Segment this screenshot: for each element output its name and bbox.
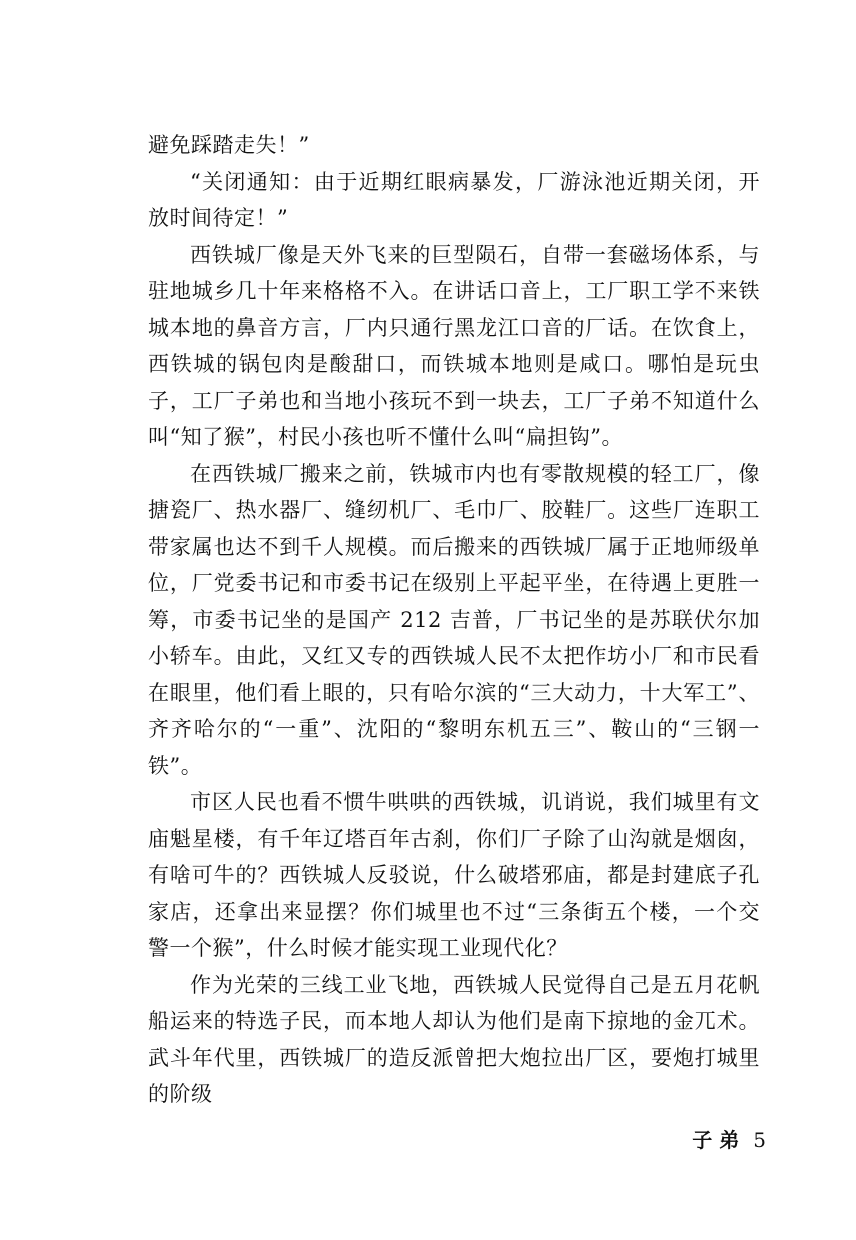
paragraph-magnetic-field: 西铁城厂像是天外飞来的巨型陨石，自带一套磁场体系，与驻地城乡几十年来格格不入。在讲话口音上，工厂职工学不来铁城本地的鼻音方言，厂内只通行黑龙江口音的厂话。在饮食上，西铁城的锅包肉是酸甜口，而铁城本地则是咸口。哪怕是玩虫子，工厂子弟也和当地小孩玩不到一块去，工厂子弟不知道什么叫“知了猴”，村民小孩也听不懂什么叫“扁担钩”。 [148,242,760,449]
paragraph-continuation: 避免踩踏走失！” [148,133,310,157]
paragraph-light-industry: 在西铁城厂搬来之前，铁城市内也有零散规模的轻工厂，像搪瓷厂、热水器厂、缝纫机厂、毛巾厂、胶鞋厂。这些厂连职工带家属也达不到千人规模。而后搬来的西铁城厂属于正地师级单位，厂党委书记和市委书记在级别上平起平坐，在待遇上更胜一筹，市委书记坐的是国产 212 吉普，厂书记坐的是苏联伏尔加小轿车。由此，又红又专的西铁城人民不太把作坊小厂和市民看在眼里，他们看上眼的，只有哈尔滨的“三大动力，十大军工”、齐齐哈尔的“一重”、沈阳的“黎明东机五三”、鞍山的“三钢一铁”。 [148,461,760,778]
paragraph-closure-notice: “关闭通知：由于近期红眼病暴发，厂游泳池近期关闭，开放时间待定！” [148,169,760,230]
running-title: 子 弟 [692,1128,740,1152]
body-text [148,127,760,1113]
paragraph-city-mockery: 市区人民也看不惯牛哄哄的西铁城，讥诮说，我们城里有文庙魁星楼，有千年辽塔百年古刹，你们厂子除了山沟就是烟囱，有啥可牛的？西铁城人反驳说，什么破塔邪庙，都是封建底子孔家店，还拿出来显摆？你们城里也不过“三条街五个楼，一个交警一个猴”，什么时候才能实现工业现代化？ [148,790,760,960]
paragraph-third-front: 作为光荣的三线工业飞地，西铁城人民觉得自己是五月花帆船运来的特选子民，而本地人却认为他们是南下掠地的金兀术。武斗年代里，西铁城厂的造反派曾把大炮拉出厂区，要炮打城里的阶级 [148,972,760,1106]
page-number: 5 [753,1128,766,1152]
page-footer [692,1124,766,1153]
